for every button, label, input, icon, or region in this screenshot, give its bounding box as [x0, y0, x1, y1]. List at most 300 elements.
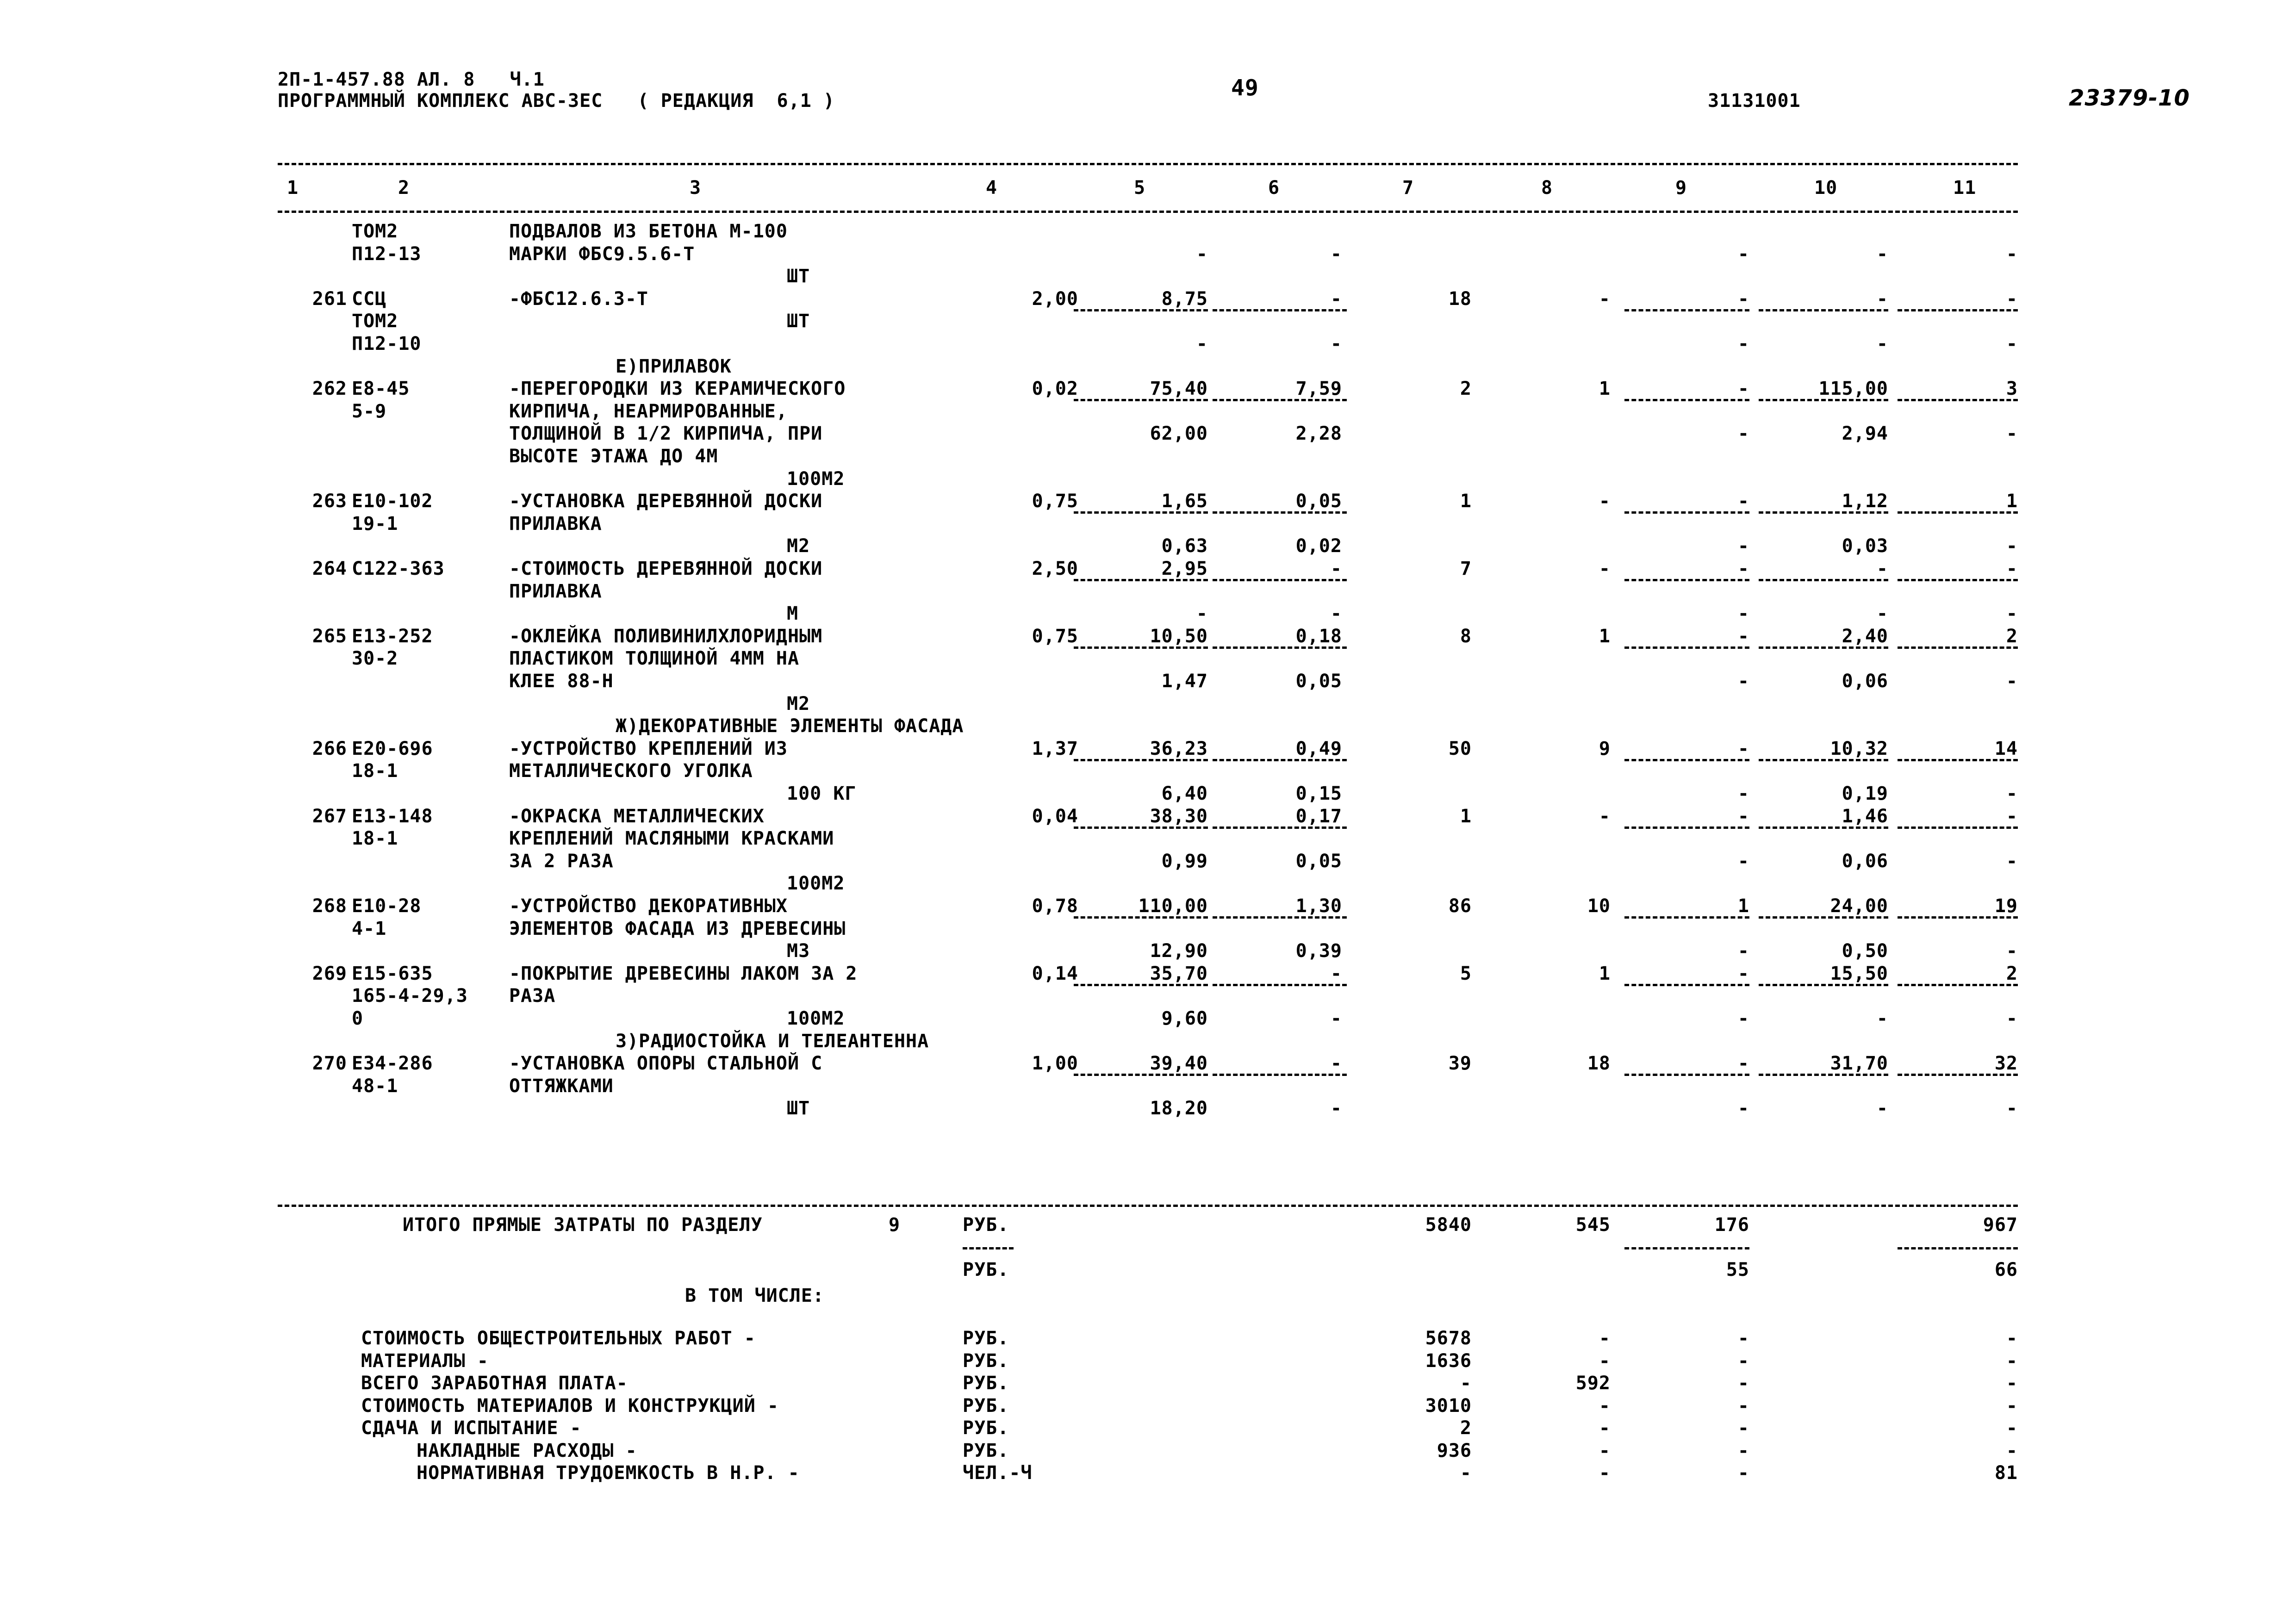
cell-c7: 5: [1460, 963, 1472, 984]
summary-c8: -: [1599, 1462, 1611, 1484]
value-rule: [1213, 511, 1347, 514]
cell-c9: -: [1737, 558, 1749, 579]
summary-c7: 936: [1437, 1440, 1472, 1461]
column-header-4: 4: [986, 177, 998, 199]
cell-c10: -: [1876, 1008, 1888, 1029]
cell-c5: 9,60: [1161, 1008, 1208, 1029]
cell-c11: -: [2006, 940, 2018, 962]
cell-c3: Ж)ДЕКОРАТИВНЫЕ ЭЛЕМЕНТЫ ФАСАДА: [616, 715, 964, 737]
cell-c6: 0,49: [1295, 738, 1342, 759]
cell-c6: -: [1330, 1008, 1342, 1029]
value-rule: [1898, 1074, 2018, 1076]
cell-c5: -: [1196, 243, 1208, 265]
cell-c4: 1,00: [1032, 1053, 1078, 1075]
value-rule: [1624, 1074, 1749, 1076]
cell-c7: 1: [1460, 805, 1472, 827]
value-rule: [1074, 579, 1208, 581]
cell-c3: ПОДВАЛОВ ИЗ БЕТОНА М-100: [509, 221, 788, 242]
cell-c2: 4-1: [352, 918, 387, 939]
cell-c2: ТОМ2: [352, 311, 398, 332]
column-header-10: 10: [1814, 177, 1838, 199]
cell-c3: МЕТАЛЛИЧЕСКОГО УГОЛКА: [509, 760, 753, 782]
cell-c5: 1,47: [1161, 671, 1208, 692]
summary-label: МАТЕРИАЛЫ -: [361, 1350, 489, 1372]
cell-c5: 39,40: [1150, 1053, 1208, 1075]
summary-c7: 5678: [1425, 1328, 1472, 1349]
cell-c2: 18-1: [352, 828, 398, 850]
cell-c3: -УСТРОЙСТВО ДЕКОРАТИВНЫХ: [509, 895, 788, 917]
cell-c9: -: [1737, 805, 1749, 827]
cell-c2: Е10-28: [352, 895, 422, 917]
value-rule: [1074, 1074, 1208, 1076]
summary-c8: 592: [1575, 1373, 1611, 1394]
summary-c11: -: [2006, 1350, 2018, 1372]
cell-c10: 24,00: [1830, 895, 1888, 917]
cell-c9: -: [1737, 535, 1749, 557]
cell-c8: 1: [1599, 625, 1611, 647]
value-rule: [1074, 916, 1208, 919]
cell-c2: П12-13: [352, 243, 422, 265]
cell-c5: 75,40: [1150, 378, 1208, 400]
cell-c3: -СТОИМОСТЬ ДЕРЕВЯННОЙ ДОСКИ: [509, 558, 823, 579]
value-rule: [1898, 579, 2018, 581]
cell-c4: 0,02: [1032, 378, 1078, 400]
cell-c6: -: [1330, 963, 1342, 984]
cell-c8: -: [1599, 288, 1611, 310]
summary-c9: -: [1737, 1395, 1749, 1417]
column-header-2: 2: [398, 177, 410, 199]
cell-c1: 268: [312, 895, 347, 917]
value-rule: [1213, 984, 1347, 986]
cell-c6: 0,05: [1295, 671, 1342, 692]
cell-c11: -: [2006, 243, 2018, 265]
cell-c10: 2,94: [1842, 423, 1888, 445]
totals-label: ИТОГО ПРЯМЫЕ ЗАТРАТЫ ПО РАЗДЕЛУ: [403, 1214, 763, 1236]
cell-c10: 0,06: [1842, 671, 1888, 692]
value-rule: [1624, 511, 1749, 514]
cell-c9: -: [1737, 491, 1749, 512]
cell-c10: 0,19: [1842, 783, 1888, 804]
totals-c11: 967: [1983, 1214, 2018, 1236]
cell-c3: КИРПИЧА, НЕАРМИРОВАННЫЕ,: [509, 400, 788, 422]
cell-c5: 8,75: [1161, 288, 1208, 310]
cell-c11: -: [2006, 535, 2018, 557]
cell-c8: 18: [1587, 1053, 1611, 1075]
cell-c4: 2,50: [1032, 558, 1078, 579]
cell-c6: -: [1330, 603, 1342, 625]
cell-c3: ЭЛЕМЕНТОВ ФАСАДА ИЗ ДРЕВЕСИНЫ: [509, 918, 846, 939]
cell-c2: Е8-45: [352, 378, 410, 400]
cell-c2: Е34-286: [352, 1053, 433, 1075]
summary-label: СТОИМОСТЬ ОБЩЕСТРОИТЕЛЬНЫХ РАБОТ -: [361, 1328, 756, 1349]
summary-label: ВСЕГО ЗАРАБОТНАЯ ПЛАТА-: [361, 1373, 628, 1394]
cell-c3: З)РАДИОСТОЙКА И ТЕЛЕАНТЕННА: [616, 1030, 929, 1052]
totals-c11-rule: [1898, 1247, 2018, 1249]
cell-c5: 10,50: [1150, 625, 1208, 647]
cell-c7: 39: [1448, 1053, 1472, 1075]
program-title: ПРОГРАММНЫЙ КОМПЛЕКС АВС-3ЕС ( РЕДАКЦИЯ 6,1 ): [278, 90, 835, 112]
cell-c5: 0,63: [1161, 535, 1208, 557]
cell-c3: М3: [787, 940, 810, 962]
value-rule: [1759, 759, 1888, 761]
value-rule: [1624, 916, 1749, 919]
cell-c6: 0,05: [1295, 491, 1342, 512]
cell-c10: -: [1876, 333, 1888, 354]
cell-c6: -: [1330, 243, 1342, 265]
cell-c6: 0,02: [1295, 535, 1342, 557]
cell-c11: 1: [2006, 491, 2018, 512]
summary-unit: РУБ.: [963, 1417, 1009, 1439]
summary-c9: -: [1737, 1417, 1749, 1439]
cell-c10: 31,70: [1830, 1053, 1888, 1075]
cell-c3: КЛЕЕ 88-Н: [509, 671, 614, 692]
value-rule: [1213, 1074, 1347, 1076]
summary-unit: РУБ.: [963, 1328, 1009, 1349]
cell-c6: 0,15: [1295, 783, 1342, 804]
value-rule: [1074, 984, 1208, 986]
cell-c3: М2: [787, 693, 810, 715]
cell-c10: 0,50: [1842, 940, 1888, 962]
cell-c3: М: [787, 603, 799, 625]
including-label: В ТОМ ЧИСЛЕ:: [685, 1285, 824, 1306]
cell-c3: ПРИЛАВКА: [509, 513, 602, 534]
cell-c3: КРЕПЛЕНИЙ МАСЛЯНЫМИ КРАСКАМИ: [509, 828, 834, 850]
value-rule: [1759, 1074, 1888, 1076]
value-rule: [1898, 759, 2018, 761]
cell-c11: -: [2006, 558, 2018, 579]
value-rule: [1759, 399, 1888, 401]
cell-c2: Е13-252: [352, 625, 433, 647]
cell-c5: 110,00: [1138, 895, 1208, 917]
cell-c3: -УСТРОЙСТВО КРЕПЛЕНИЙ ИЗ: [509, 738, 788, 759]
cell-c11: -: [2006, 671, 2018, 692]
cell-c3: ЗА 2 РАЗА: [509, 850, 614, 872]
cell-c5: 12,90: [1150, 940, 1208, 962]
cell-c10: 1,12: [1842, 491, 1888, 512]
summary-c8: -: [1599, 1350, 1611, 1372]
cell-c9: -: [1737, 333, 1749, 354]
cell-c6: 0,18: [1295, 625, 1342, 647]
cell-c5: 2,95: [1161, 558, 1208, 579]
cell-c9: -: [1737, 378, 1749, 400]
value-rule: [1624, 984, 1749, 986]
value-rule: [1898, 646, 2018, 649]
cell-c4: 1,37: [1032, 738, 1078, 759]
cell-c1: 270: [312, 1053, 347, 1075]
cell-c7: 2: [1460, 378, 1472, 400]
summary-c11: -: [2006, 1328, 2018, 1349]
value-rule: [1759, 646, 1888, 649]
cell-c5: 18,20: [1150, 1098, 1208, 1119]
summary-c11: -: [2006, 1417, 2018, 1439]
summary-c7: 2: [1460, 1417, 1472, 1439]
summary-label: СДАЧА И ИСПЫТАНИЕ -: [361, 1417, 582, 1439]
cell-c4: 0,78: [1032, 895, 1078, 917]
cell-c9: -: [1737, 603, 1749, 625]
value-rule: [1213, 916, 1347, 919]
page-number: 49: [1231, 75, 1259, 101]
cell-c10: -: [1876, 243, 1888, 265]
cell-c5: 35,70: [1150, 963, 1208, 984]
cell-c6: -: [1330, 1053, 1342, 1075]
value-rule: [1898, 827, 2018, 829]
column-header-11: 11: [1953, 177, 1977, 199]
cell-c5: 38,30: [1150, 805, 1208, 827]
cell-c7: 8: [1460, 625, 1472, 647]
summary-c9: -: [1737, 1328, 1749, 1349]
cell-c10: 15,50: [1830, 963, 1888, 984]
cell-c9: -: [1737, 671, 1749, 692]
cell-c4: 0,75: [1032, 491, 1078, 512]
cell-c2: Е13-148: [352, 805, 433, 827]
cell-c10: -: [1876, 1098, 1888, 1119]
cell-c5: -: [1196, 603, 1208, 625]
cell-c8: 9: [1599, 738, 1611, 759]
cell-c2: 165-4-29,3: [352, 985, 468, 1007]
cell-c10: 1,46: [1842, 805, 1888, 827]
totals-c8: 545: [1575, 1214, 1611, 1236]
summary-c8: -: [1599, 1440, 1611, 1461]
cell-c4: 0,04: [1032, 805, 1078, 827]
cell-c4: 0,75: [1032, 625, 1078, 647]
totals-unit-rule: [963, 1247, 1014, 1249]
cell-c1: 261: [312, 288, 347, 310]
cell-c2: 48-1: [352, 1075, 398, 1097]
totals-section: 9: [889, 1214, 901, 1236]
summary-label: НАКЛАДНЫЕ РАСХОДЫ -: [417, 1440, 637, 1461]
cell-c5: 62,00: [1150, 423, 1208, 445]
cell-c4: 0,14: [1032, 963, 1078, 984]
summary-c8: -: [1599, 1328, 1611, 1349]
totals-unit: РУБ.: [963, 1214, 1009, 1236]
cell-c11: 19: [1994, 895, 2018, 917]
cell-c2: П12-10: [352, 333, 422, 354]
cell-c10: -: [1876, 288, 1888, 310]
cell-c3: ПЛАСТИКОМ ТОЛЩИНОЙ 4ММ НА: [509, 648, 800, 670]
cell-c2: 5-9: [352, 400, 387, 422]
value-rule: [1624, 646, 1749, 649]
cell-c1: 262: [312, 378, 347, 400]
cell-c1: 266: [312, 738, 347, 759]
cell-c8: 1: [1599, 963, 1611, 984]
cell-c11: -: [2006, 1098, 2018, 1119]
value-rule: [1898, 399, 2018, 401]
value-rule: [1759, 827, 1888, 829]
cell-c9: -: [1737, 963, 1749, 984]
cell-c10: 115,00: [1818, 378, 1888, 400]
cell-c3: 100М2: [787, 873, 845, 895]
cell-c6: 1,30: [1295, 895, 1342, 917]
cell-c2: ССЦ: [352, 288, 387, 310]
cell-c10: 0,06: [1842, 850, 1888, 872]
column-header-3: 3: [690, 177, 702, 199]
cell-c3: ОТТЯЖКАМИ: [509, 1075, 614, 1097]
cell-c11: -: [2006, 603, 2018, 625]
cell-c9: -: [1737, 1098, 1749, 1119]
column-header-9: 9: [1675, 177, 1687, 199]
cell-c7: 1: [1460, 491, 1472, 512]
cell-c2: Е15-635: [352, 963, 433, 984]
value-rule: [1759, 511, 1888, 514]
cell-c3: ПРИЛАВКА: [509, 580, 602, 602]
cell-c11: -: [2006, 805, 2018, 827]
cell-c9: -: [1737, 738, 1749, 759]
value-rule: [1759, 579, 1888, 581]
cell-c2: С122-363: [352, 558, 445, 579]
value-rule: [1759, 309, 1888, 311]
cell-c7: 7: [1460, 558, 1472, 579]
summary-c7: 3010: [1425, 1395, 1472, 1417]
column-header-8: 8: [1541, 177, 1553, 199]
cell-c6: -: [1330, 1098, 1342, 1119]
column-header-7: 7: [1402, 177, 1414, 199]
cell-c1: 267: [312, 805, 347, 827]
cell-c11: 2: [2006, 963, 2018, 984]
value-rule: [1074, 759, 1208, 761]
cell-c6: 2,28: [1295, 423, 1342, 445]
summary-c11: -: [2006, 1440, 2018, 1461]
cell-c9: -: [1737, 243, 1749, 265]
cell-c3: 100 КГ: [787, 783, 857, 804]
column-header-1: 1: [287, 177, 299, 199]
cell-c2: 19-1: [352, 513, 398, 534]
cell-c3: ШТ: [787, 1098, 810, 1119]
value-rule: [1898, 309, 2018, 311]
value-rule: [1759, 984, 1888, 986]
summary-c11: -: [2006, 1373, 2018, 1394]
cell-c6: -: [1330, 558, 1342, 579]
document-number: 31131001: [1708, 90, 1801, 112]
summary-c7: 1636: [1425, 1350, 1472, 1372]
cell-c3: -ОКРАСКА МЕТАЛЛИЧЕСКИХ: [509, 805, 765, 827]
value-rule: [1624, 827, 1749, 829]
cell-c5: 6,40: [1161, 783, 1208, 804]
summary-label: НОРМАТИВНАЯ ТРУДОЕМКОСТЬ В Н.Р. -: [417, 1462, 800, 1484]
cell-c8: -: [1599, 558, 1611, 579]
summary-unit: РУБ.: [963, 1373, 1009, 1394]
cell-c7: 18: [1448, 288, 1472, 310]
cell-c2: 18-1: [352, 760, 398, 782]
cell-c8: -: [1599, 805, 1611, 827]
value-rule: [1074, 827, 1208, 829]
column-header-5: 5: [1134, 177, 1146, 199]
cell-c6: -: [1330, 288, 1342, 310]
cell-c9: -: [1737, 625, 1749, 647]
totals-c9-rule: [1624, 1247, 1749, 1249]
cell-c3: РАЗА: [509, 985, 556, 1007]
cell-c3: ШТ: [787, 266, 810, 287]
summary-c7: -: [1460, 1462, 1472, 1484]
cell-c9: -: [1737, 940, 1749, 962]
summary-c9: -: [1737, 1462, 1749, 1484]
summary-unit: РУБ.: [963, 1440, 1009, 1461]
summary-c9: -: [1737, 1350, 1749, 1372]
cell-c1: 264: [312, 558, 347, 579]
totals-unit-2: РУБ.: [963, 1259, 1009, 1280]
cell-c9: -: [1737, 1008, 1749, 1029]
cell-c3: -ПЕРЕГОРОДКИ ИЗ КЕРАМИЧЕСКОГО: [509, 378, 846, 400]
cell-c3: ТОЛЩИНОЙ В 1/2 КИРПИЧА, ПРИ: [509, 423, 823, 445]
cell-c9: -: [1737, 783, 1749, 804]
cell-c3: МАРКИ ФБС9.5.6-Т: [509, 243, 695, 265]
summary-c7: -: [1460, 1373, 1472, 1394]
cell-c2: Е10-102: [352, 491, 433, 512]
cell-c1: 263: [312, 491, 347, 512]
cell-c9: -: [1737, 423, 1749, 445]
value-rule: [1213, 759, 1347, 761]
value-rule: [1759, 916, 1888, 919]
cell-c11: -: [2006, 423, 2018, 445]
value-rule: [1074, 399, 1208, 401]
cell-c8: 1: [1599, 378, 1611, 400]
cell-c11: -: [2006, 1008, 2018, 1029]
value-rule: [1213, 827, 1347, 829]
cell-c10: 0,03: [1842, 535, 1888, 557]
cell-c11: 2: [2006, 625, 2018, 647]
cell-c5: 1,65: [1161, 491, 1208, 512]
cell-c3: М2: [787, 535, 810, 557]
cell-c2: 30-2: [352, 648, 398, 670]
value-rule: [1898, 984, 2018, 986]
cell-c2: ТОМ2: [352, 221, 398, 242]
cell-c3: -УСТАНОВКА ДЕРЕВЯННОЙ ДОСКИ: [509, 491, 823, 512]
cell-c6: 0,39: [1295, 940, 1342, 962]
summary-c9: -: [1737, 1373, 1749, 1394]
value-rule: [1213, 646, 1347, 649]
value-rule: [1074, 646, 1208, 649]
cell-c3: -ОКЛЕЙКА ПОЛИВИНИЛХЛОРИДНЫМ: [509, 625, 823, 647]
summary-c11: -: [2006, 1395, 2018, 1417]
cell-c9: -: [1737, 1053, 1749, 1075]
totals-c9: 176: [1714, 1214, 1749, 1236]
column-header-6: 6: [1268, 177, 1280, 199]
cell-c1: 265: [312, 625, 347, 647]
value-rule: [1898, 916, 2018, 919]
document-code: 2П-1-457.88 АЛ. 8 Ч.1: [278, 69, 545, 90]
cell-c7: 86: [1448, 895, 1472, 917]
summary-unit: РУБ.: [963, 1395, 1009, 1417]
cell-c9: -: [1737, 850, 1749, 872]
cell-c6: 0,05: [1295, 850, 1342, 872]
value-rule: [1898, 511, 2018, 514]
cell-c11: 3: [2006, 378, 2018, 400]
totals-c7: 5840: [1425, 1214, 1472, 1236]
totals-c9b: 55: [1726, 1259, 1749, 1280]
summary-c8: -: [1599, 1395, 1611, 1417]
summary-c9: -: [1737, 1440, 1749, 1461]
cell-c3: ВЫСОТЕ ЭТАЖА ДО 4М: [509, 446, 718, 467]
value-rule: [1213, 579, 1347, 581]
cell-c10: -: [1876, 558, 1888, 579]
cell-c10: 10,32: [1830, 738, 1888, 759]
cell-c11: 14: [1994, 738, 2018, 759]
summary-c8: -: [1599, 1417, 1611, 1439]
value-rule: [1624, 759, 1749, 761]
header-bottom-rule: [278, 211, 2018, 213]
cell-c10: -: [1876, 603, 1888, 625]
cell-c11: -: [2006, 850, 2018, 872]
value-rule: [1213, 309, 1347, 311]
cell-c2: 0: [352, 1008, 364, 1029]
value-rule: [1074, 511, 1208, 514]
cell-c5: -: [1196, 333, 1208, 354]
cell-c3: ШТ: [787, 311, 810, 332]
cell-c9: -: [1737, 288, 1749, 310]
cell-c3: -ПОКРЫТИЕ ДРЕВЕСИНЫ ЛАКОМ ЗА 2: [509, 963, 858, 984]
cell-c6: -: [1330, 333, 1342, 354]
value-rule: [1074, 309, 1208, 311]
cell-c7: 50: [1448, 738, 1472, 759]
